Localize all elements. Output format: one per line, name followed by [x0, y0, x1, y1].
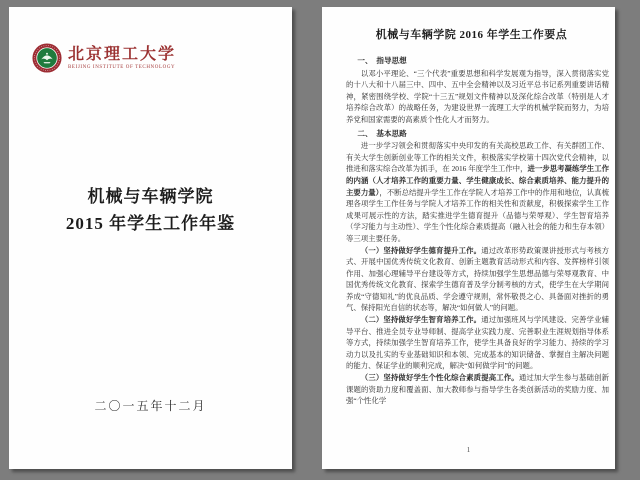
- body-paragraph: （三）坚持做好学生个性化综合素质提高工作。通过加大学生参与基础创新课题的资助力度和覆盖面、加大教师参与指导学生各类创新活动的奖励力度、加强“个性化学: [346, 373, 609, 406]
- university-logo: [32, 43, 176, 73]
- cover-page: [9, 7, 292, 469]
- cover-date: 二〇一五年十二月: [94, 399, 207, 413]
- cover-title-line1: 机械与车辆学院: [87, 187, 214, 206]
- body-paragraph: 以邓小平理论、“三个代表”重要思想和科学发展观为指导，深入贯彻落实党的十八大和十八届三中、四中、五中全会精神以及习近平总书记系列重要讲话精神，紧密围绕学校、学院“十三五”规划文件精神以及深化综合改革（特别是人才培养综合改革）的战略任务，为建设世界一流理工大学的机械学院而努力，为培养党和国家需要的高素质个性化人才而努力。: [346, 68, 609, 124]
- university-name-cn: 北京理工大学: [68, 46, 177, 63]
- page-number: 1: [466, 446, 471, 454]
- university-emblem-icon: [32, 43, 62, 73]
- section-heading: 二、 基本思路: [357, 128, 407, 138]
- section-heading: 一、 指导思想: [357, 56, 407, 65]
- cover-title-line2: 2015 年学生工作年鉴: [65, 214, 236, 233]
- content-page: [322, 7, 615, 469]
- body-paragraph: （一）坚持做好学生德育提升工作。通过改革形势政策课讲授形式与考核方式、开展中国优秀传统文化教育、创新主题教育活动形式和内容、发挥榜样引领作用、加强心理辅导平台建设等方式，持续加强学生思想品德与荣辱观教育、中国优秀传统文化教育、探索学生德育普及学分制考核的方式，使学生在大学期间养成“守德知礼”的优良品质、学会遵守规则，常怀敬畏之心、具备面对挫折的勇气、保持阳光自信的状态等，解决“如何做人”的问题。: [346, 245, 609, 313]
- body-paragraph: 进一步学习领会和贯彻落实中央印发的有关高校思政工作、有关群团工作、有关大学生创新创业等工作的相关文件，积极落实学校第十四次党代会精神，以推进和落实综合改革为抓手，在 2016 年度学生工作中，进一步思考凝练学生工作的内涵（人才培养工作的重要力量、学生健康成长、综合素质培养、能力提升的主要力量），不断总结提升学生工作在学院人才培养工作中的作用和地位，认真梳理各项学生工作任务与学院人才培养工作的相关性和贡献度，积极探索学生工作成果可展示性的方法，踏实推进学生德育提升（品德与荣辱观）、学生智育培养（学习能力与主动性）、学生个性化综合素质提高（融入社会的能力和生存本领）等三项主要任务。: [346, 141, 609, 243]
- university-name-block: [68, 46, 176, 70]
- cover-title: [9, 183, 292, 237]
- body-paragraph: （二）坚持做好学生智育培养工作。通过加强班风与学风建设、完善学业辅导平台、推进全员专业导师制、提高学业实践力度、完善职业生涯规划指导体系等方式，持续加强学生智育培养工作，使学生具备良好的学习能力、持续的学习动力以及扎实的专业基础知识和本领、完成基本的知识储备、掌握自主解决问题的能力、保证学业的顺利完成，解决“如何做学问”的问题。: [346, 315, 609, 371]
- document-title: 机械与车辆学院 2016 年学生工作要点: [375, 29, 568, 41]
- right-page-body: [346, 55, 609, 407]
- university-name-en: BEIJING INSTITUTE OF TECHNOLOGY: [68, 65, 176, 70]
